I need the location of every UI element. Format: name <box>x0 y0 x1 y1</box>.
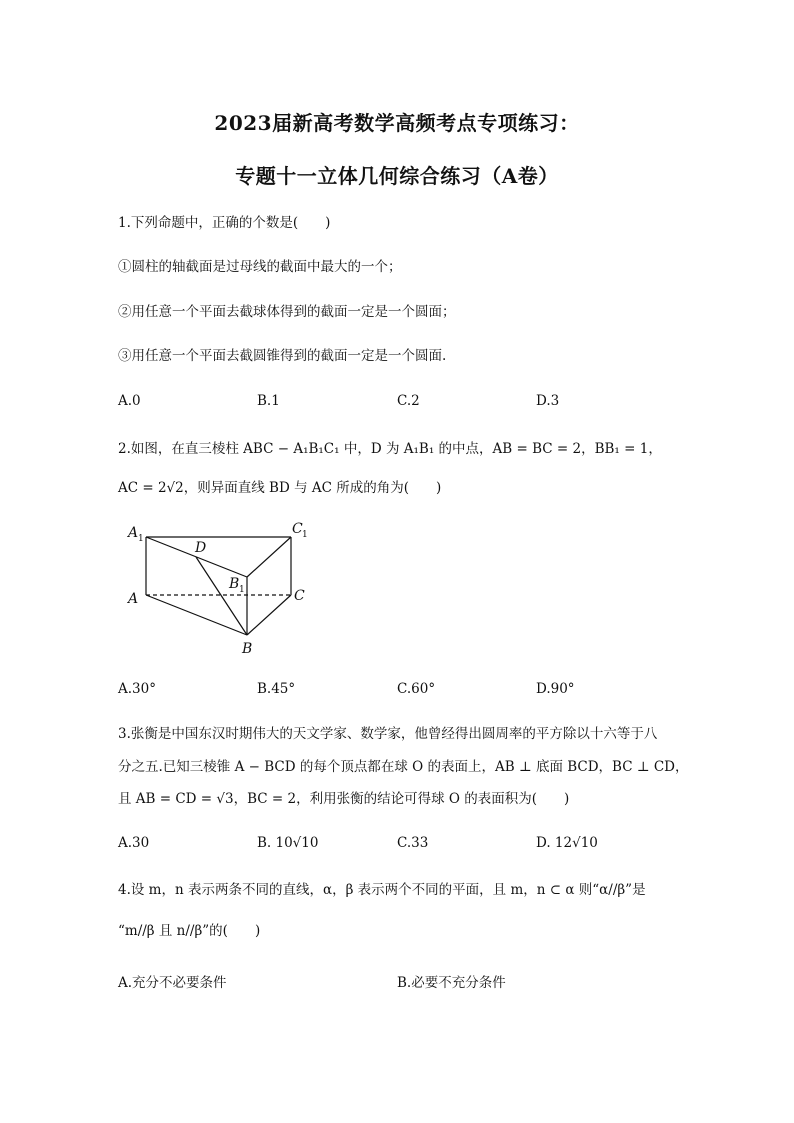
title-line-2: 专题十一立体几何综合练习（A卷） <box>235 164 559 188</box>
q1-option-b: B.1 <box>257 393 280 409</box>
q1-stem: 1.下列命题中，正确的个数是( ) <box>118 215 331 231</box>
q2-stem-line-2: AC = 2√2，则异面直线 BD 与 AC 所成的角为( ) <box>118 480 442 496</box>
q3-option-a: A.30 <box>118 835 150 851</box>
label-c1: C <box>292 521 303 537</box>
edge-a-b <box>146 595 247 635</box>
q1-statement-3: ③用任意一个平面去截圆锥得到的截面一定是一个圆面. <box>118 348 447 364</box>
label-d: D <box>195 540 207 556</box>
q4-stem-line-2: “m//β 且 n//β”的( ) <box>118 923 261 939</box>
q3-option-d: D. 12√10 <box>536 835 598 851</box>
q4-stem-line-1: 4.设 m，n 表示两条不同的直线，α，β 表示两个不同的平面，且 m，n ⊂ α 则“α//β”是 <box>118 882 646 898</box>
q1-option-a: A.0 <box>118 393 141 409</box>
q4-option-b: B.必要不充分条件 <box>397 975 506 991</box>
q3-stem-line-2: 分之五.已知三棱锥 A − BCD 的每个顶点都在球 O 的表面上，AB ⊥ 底面 BCD，BC ⊥ CD， <box>118 759 689 775</box>
q3-stem-line-3: 且 AB = CD = √3，BC = 2，利用张衡的结论可得球 O 的表面积为( ) <box>118 791 570 807</box>
q2-option-c: C.60° <box>397 681 436 697</box>
q2-option-a: A.30° <box>118 681 156 697</box>
label-c: C <box>294 588 305 604</box>
label-a: A <box>128 591 139 607</box>
segment-b-d <box>196 557 247 635</box>
q3-stem-line-1: 3.张衡是中国东汉时期伟大的天文学家、数学家，他曾经得出圆周率的平方除以十六等于八 <box>118 726 658 742</box>
label-a1-sub: 1 <box>138 534 144 544</box>
prism-figure <box>118 515 318 664</box>
q3-option-b: B. 10√10 <box>257 835 319 851</box>
label-b1-sub: 1 <box>239 585 245 595</box>
q1-option-c: C.2 <box>397 393 420 409</box>
q3-option-c: C.33 <box>397 835 429 851</box>
edge-b1-c1 <box>247 537 291 577</box>
q1-option-d: D.3 <box>536 393 560 409</box>
label-b1: B <box>229 576 240 592</box>
q4-option-a: A.充分不必要条件 <box>118 975 227 991</box>
label-a1: A <box>128 525 139 541</box>
q1-statement-1: ①圆柱的轴截面是过母线的截面中最大的一个； <box>118 259 402 275</box>
label-c1-sub: 1 <box>302 530 308 540</box>
q2-stem-line-1: 2.如图，在直三棱柱 ABC − A₁B₁C₁ 中，D 为 A₁B₁ 的中点，AB = BC = 2，BB₁ = 1， <box>118 441 662 457</box>
label-b: B <box>242 641 253 657</box>
q2-option-d: D.90° <box>536 681 575 697</box>
prism-diagram <box>118 515 318 660</box>
q2-option-b: B.45° <box>257 681 296 697</box>
edge-b-c <box>247 595 291 635</box>
title-line-1: 2023届新高考数学高频考点专项练习： <box>214 111 580 135</box>
q1-statement-2: ②用任意一个平面去截球体得到的截面一定是一个圆面； <box>118 304 456 320</box>
